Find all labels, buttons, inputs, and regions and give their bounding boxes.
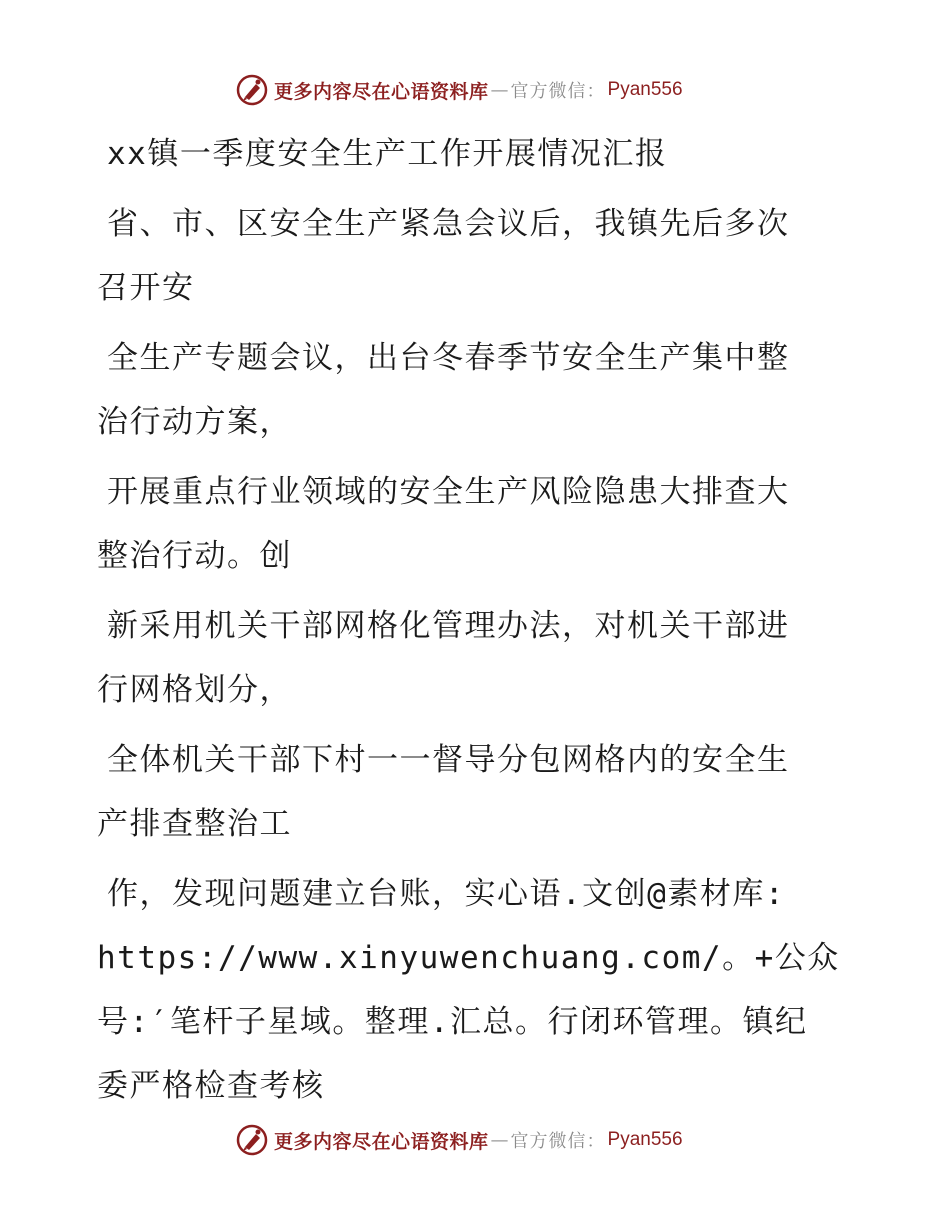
pen-logo-icon bbox=[236, 74, 268, 106]
paragraph-line: https://www.xinyuwenchuang.com/。+公众 bbox=[97, 940, 840, 976]
paragraph-line: 召开安 bbox=[97, 270, 195, 306]
paragraph-line: 整治行动。创 bbox=[97, 538, 292, 574]
paragraph-line: 行网格划分， bbox=[97, 672, 292, 708]
paragraph-line: 新采用机关干部网格化管理办法，对机关干部进 bbox=[107, 608, 790, 644]
paragraph-line: 开展重点行业领域的安全生产风险隐患大排查大 bbox=[107, 474, 790, 510]
paragraph-line: 作，发现问题建立台账，实心语.文创@素材库: bbox=[107, 876, 785, 912]
paragraph-line: 号:′笔杆子星域。整理.汇总。行闭环管理。镇纪 bbox=[97, 1004, 808, 1040]
footer-banner bbox=[236, 1122, 683, 1158]
banner-wechat-label: 官方微信： bbox=[510, 1131, 606, 1152]
paragraph-line: 产排查整治工 bbox=[97, 806, 292, 842]
banner-wechat-id: Pyan556 bbox=[607, 1129, 683, 1150]
paragraph-line: 省、市、区安全生产紧急会议后，我镇先后多次 bbox=[107, 206, 790, 242]
banner-dash: — bbox=[490, 79, 509, 101]
document-title: xx镇一季度安全生产工作开展情况汇报 bbox=[107, 136, 668, 172]
pen-logo-icon bbox=[236, 1124, 268, 1156]
paragraph-line: 治行动方案， bbox=[97, 404, 292, 440]
paragraph-line: 全生产专题会议，出台冬春季节安全生产集中整 bbox=[107, 340, 790, 376]
banner-wechat-label: 官方微信： bbox=[510, 81, 606, 102]
paragraph-line: 委严格检查考核 bbox=[97, 1068, 325, 1104]
banner-dash: — bbox=[490, 1129, 509, 1151]
banner-brand-text: 更多内容尽在心语资料库 bbox=[274, 1130, 489, 1153]
paragraph-line: 全体机关干部下村一一督导分包网格内的安全生 bbox=[107, 742, 790, 778]
banner-wechat-id: Pyan556 bbox=[607, 79, 683, 100]
banner-brand-text: 更多内容尽在心语资料库 bbox=[274, 80, 489, 103]
document-body bbox=[97, 122, 867, 1118]
header-banner bbox=[236, 72, 683, 108]
